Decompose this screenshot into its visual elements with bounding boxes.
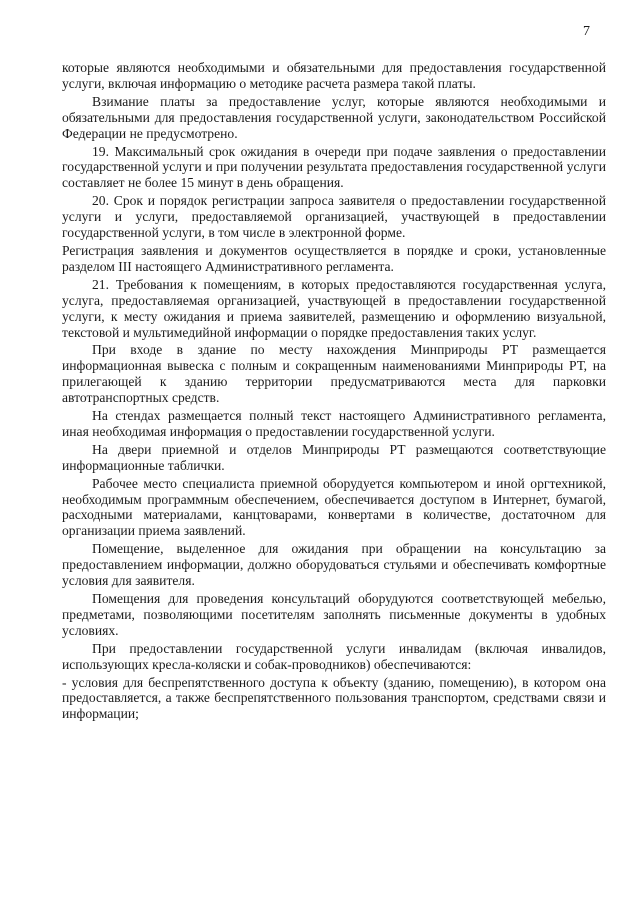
paragraph: 19. Максимальный срок ожидания в очереди при подаче заявления о предоставлении государственной услуги и при получении результата предоставления государственной услуги составляет не более 15 минут в день обращения. bbox=[62, 143, 606, 191]
paragraph: Помещения для проведения консультаций оборудуются соответствующей мебелью, предметами, позволяющими посетителям заполнять письменные документы в удобных условиях. bbox=[62, 591, 606, 638]
paragraph: Взимание платы за предоставление услуг, которые являются необходимыми и обязательными для предоставления государственной услуги, законодательством Российской Федерации не предусмотрено. bbox=[62, 93, 606, 141]
paragraph: - условия для беспрепятственного доступа к объекту (зданию, помещению), в котором она предоставляется, а также беспрепятственного пользования транспортом, средствами связи и информации; bbox=[62, 674, 606, 722]
paragraph: На двери приемной и отделов Минприроды РТ размещаются соответствующие информационные таблички. bbox=[62, 441, 606, 473]
paragraph: 20. Срок и порядок регистрации запроса заявителя о предоставлении государственной услуги и услуги, предоставляемой организацией, участвующей в предоставлении государственной услуги, в том числе в электронной форме. bbox=[62, 193, 606, 241]
paragraph: Помещение, выделенное для ожидания при обращении на консультацию за предоставлением информации, должно оборудоваться стульями и обеспечивать комфортные условия для заявителя. bbox=[62, 541, 606, 589]
paragraph: Рабочее место специалиста приемной оборудуется компьютером и иной оргтехникой, необходимым программным обеспечением, обеспечивается доступом в Интернет, бумагой, расходными материалами, канцтоварами, конвертами в количестве, достаточном для организации приема заявлений. bbox=[62, 475, 606, 539]
paragraph: Регистрация заявления и документов осуществляется в порядке и сроки, установленные разделом III настоящего Административного регламента. bbox=[62, 242, 606, 274]
page-number: 7 bbox=[583, 24, 590, 39]
paragraph: 21. Требования к помещениям, в которых предоставляются государственная услуга, услуга, предоставляемая организацией, участвующей в предоставлении государственной услуги, к месту ожидания и приема заявителей, размещению и оформлению визуальной, текстовой и мультимедийной информации о порядке предоставления таких услуг. bbox=[62, 276, 606, 340]
paragraph: При входе в здание по месту нахождения Минприроды РТ размещается информационная вывеска с полным и сокращенным наименованиями Минприроды РТ, на прилегающей к зданию территории предусматриваются места для парковки автотранспортных средств. bbox=[62, 342, 606, 406]
document-body bbox=[62, 60, 606, 724]
paragraph: На стендах размещается полный текст настоящего Административного регламента, иная необходимая информация о предоставлении государственной услуги. bbox=[62, 408, 606, 439]
paragraph: которые являются необходимыми и обязательными для предоставления государственной услуги, включая информацию о методике расчета размера такой платы. bbox=[62, 60, 606, 91]
paragraph: При предоставлении государственной услуги инвалидам (включая инвалидов, использующих кресла-коляски и собак-проводников) обеспечиваются: bbox=[62, 640, 606, 672]
